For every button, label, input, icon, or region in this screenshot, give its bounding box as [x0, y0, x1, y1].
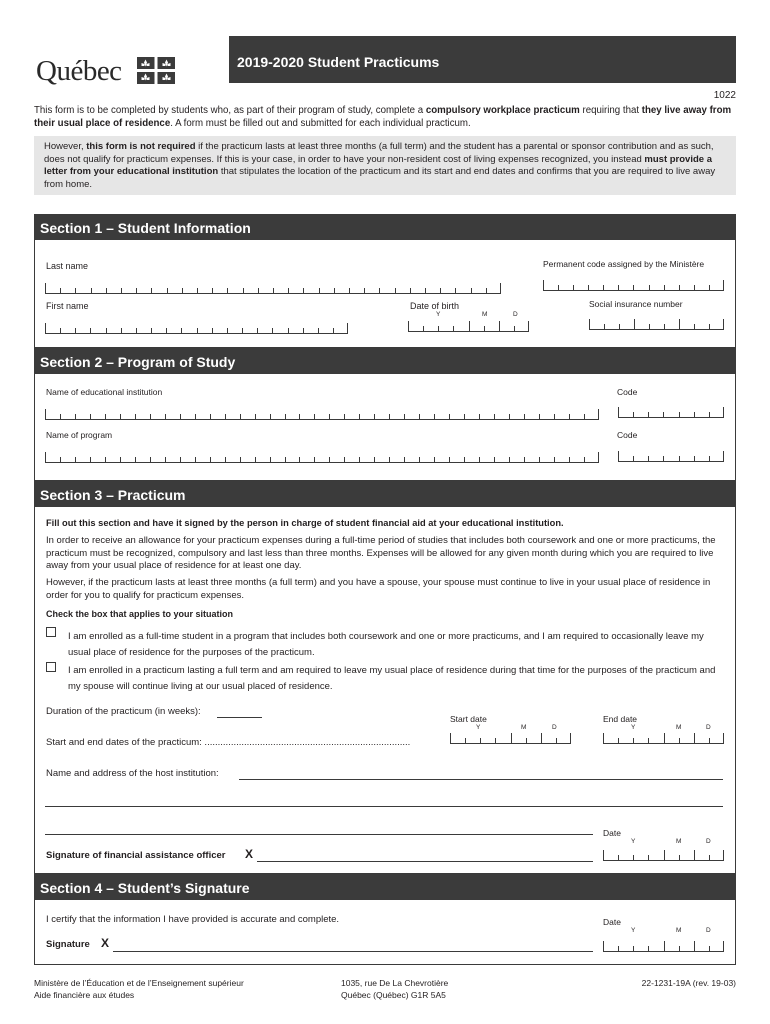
start-date-label: Start date	[450, 714, 487, 724]
student-signature-x: X	[101, 936, 110, 950]
char-cell	[225, 414, 240, 420]
duration-label: Duration of the practicum (in weeks):	[46, 706, 201, 717]
char-cell	[285, 457, 300, 463]
char-cell	[195, 414, 210, 420]
char-cell	[495, 738, 510, 744]
sin-label: Social insurance number	[589, 299, 683, 309]
char-cell	[165, 414, 180, 420]
char-cell	[318, 328, 333, 334]
char-cell	[120, 414, 135, 420]
dob-year-label: Y	[436, 311, 441, 318]
char-cell	[633, 738, 648, 744]
char-cell	[334, 288, 349, 294]
char-cell	[329, 414, 344, 420]
student-signature-field[interactable]	[113, 951, 593, 952]
char-cell	[479, 414, 494, 420]
char-cell	[319, 288, 334, 294]
char-cell	[679, 946, 694, 952]
dob-month-label: M	[482, 311, 488, 318]
program-field[interactable]	[45, 452, 599, 463]
char-cell	[464, 457, 479, 463]
section-3-paragraph-1: In order to receive an allowance for your practicum expenses during a full-time period of studies that includes both coursework and one or more practicums, the practicum must be recognized, compulsory and last less than three months. Expenses will be allowed for any given month during which you are required to live away from your usual place of residence for at least one day.	[46, 535, 716, 571]
char-cell	[484, 326, 499, 332]
char-cell	[469, 321, 484, 332]
char-cell	[243, 288, 258, 294]
char-cell	[633, 855, 648, 861]
char-cell	[618, 738, 633, 744]
char-cell	[329, 457, 344, 463]
char-cell	[255, 457, 270, 463]
program-label: Name of program	[46, 430, 113, 440]
char-cell	[404, 414, 419, 420]
char-cell	[45, 452, 60, 463]
char-cell	[182, 288, 197, 294]
section-3-title: Section 3 – Practicum	[35, 481, 735, 507]
host-institution-label: Name and address of the host institution:	[46, 768, 219, 779]
sin-field[interactable]	[589, 319, 724, 330]
char-cell	[419, 414, 434, 420]
institution-code-field[interactable]	[618, 407, 724, 418]
intro-paragraph: This form is to be completed by students who, as part of their program of study, complete a compulsory workplace practicum requiring that they live away from their usual place of residence. A form must be filled out and submitted for each individual practicum.	[34, 105, 732, 129]
char-cell	[299, 414, 314, 420]
char-cell	[404, 457, 419, 463]
char-cell	[648, 412, 663, 418]
char-cell	[389, 414, 404, 420]
char-cell	[618, 855, 633, 861]
char-cell	[450, 733, 465, 744]
char-cell	[524, 457, 539, 463]
start-day-label: D	[552, 724, 557, 731]
char-cell	[480, 738, 495, 744]
char-cell	[135, 457, 150, 463]
char-cell	[121, 328, 136, 334]
char-cell	[344, 457, 359, 463]
char-cell	[434, 414, 449, 420]
char-cell	[212, 328, 227, 334]
note-box: However, this form is not required if the practicum lasts at least three months (a full term) and the student has a parental or sponsor contribution and as such, does not qualify for practicum expenses. If this is your case, in order to have your non-resident cost of living expenses recognized, you instead must provide a letter from your educational institution that stipulates the location of the practicum and its start and end dates and confirms that you are required to live away from home.	[34, 136, 736, 195]
char-cell	[75, 288, 90, 294]
char-cell	[225, 457, 240, 463]
char-cell	[374, 414, 389, 420]
form-title: 2019-2020 Student Practicums	[229, 36, 736, 83]
char-cell	[649, 324, 664, 330]
char-cell	[45, 323, 60, 334]
char-cell	[588, 285, 603, 291]
char-cell	[694, 324, 709, 330]
char-cell	[419, 457, 434, 463]
char-cell	[180, 414, 195, 420]
end-month-label: M	[676, 724, 682, 731]
char-cell	[227, 288, 242, 294]
char-cell	[679, 412, 694, 418]
char-cell	[556, 738, 571, 744]
permanent-code-field[interactable]	[543, 280, 724, 291]
char-cell	[509, 414, 524, 420]
officer-signature-field[interactable]	[257, 861, 593, 862]
char-cell	[75, 328, 90, 334]
section-4-title: Section 4 – Student’s Signature	[35, 874, 735, 900]
char-cell	[709, 412, 724, 418]
char-cell	[694, 850, 709, 861]
permanent-code-label: Permanent code assigned by the Ministère	[543, 259, 705, 269]
section-3-practicum	[34, 481, 736, 874]
char-cell	[648, 855, 663, 861]
end-date-field[interactable]	[603, 733, 724, 744]
char-cell	[240, 414, 255, 420]
char-cell	[603, 941, 618, 952]
char-cell	[395, 288, 410, 294]
char-cell	[648, 738, 663, 744]
char-cell	[509, 457, 524, 463]
officer-date-label: Date	[603, 828, 621, 838]
char-cell	[499, 321, 514, 332]
char-cell	[210, 414, 225, 420]
char-cell	[479, 457, 494, 463]
footer-form-code: 22-1231-19A (rev. 19-03)	[641, 978, 736, 988]
char-cell	[389, 457, 404, 463]
footer-address-line-1: 1035, rue De La Chevrotière	[341, 978, 449, 988]
char-cell	[303, 288, 318, 294]
form-number: 1022	[713, 90, 736, 101]
char-cell	[694, 285, 709, 291]
start-year-label: Y	[476, 724, 481, 731]
section-2-program-of-study	[34, 348, 736, 481]
last-name-field[interactable]	[45, 283, 501, 294]
char-cell	[709, 456, 724, 462]
char-cell	[359, 414, 374, 420]
quebec-logo-text: Québec	[36, 55, 122, 87]
char-cell	[197, 328, 212, 334]
end-date-label: End date	[603, 714, 638, 724]
char-cell	[558, 285, 573, 291]
char-cell	[648, 456, 663, 462]
char-cell	[573, 285, 588, 291]
char-cell	[242, 328, 257, 334]
char-cell	[539, 457, 554, 463]
char-cell	[210, 457, 225, 463]
char-cell	[440, 288, 455, 294]
student-date-field[interactable]	[603, 941, 724, 952]
char-cell	[106, 288, 121, 294]
char-cell	[90, 414, 105, 420]
char-cell	[344, 414, 359, 420]
char-cell	[618, 451, 633, 462]
section-4-student-signature	[34, 874, 736, 965]
officer-name-line[interactable]	[45, 834, 593, 835]
footer-ministry-line-1: Ministère de l’Éducation et de l’Enseignement supérieur	[34, 978, 244, 988]
char-cell	[120, 457, 135, 463]
char-cell	[709, 324, 724, 330]
option-1-text: I am enrolled as a full-time student in a program that includes both coursework and one or more practicums, and I am required to occasionally leave my usual place of residence for the purposes of the practicum.	[68, 631, 704, 658]
char-cell	[121, 288, 136, 294]
char-cell	[471, 288, 486, 294]
char-cell	[410, 288, 425, 294]
char-cell	[195, 457, 210, 463]
char-cell	[486, 288, 501, 294]
char-cell	[75, 457, 90, 463]
char-cell	[75, 414, 90, 420]
char-cell	[554, 414, 569, 420]
char-cell	[255, 414, 270, 420]
char-cell	[603, 733, 618, 744]
char-cell	[60, 328, 75, 334]
char-cell	[524, 414, 539, 420]
char-cell	[569, 457, 584, 463]
date-of-birth-label: Date of birth	[410, 301, 460, 311]
char-cell	[618, 946, 633, 952]
char-cell	[285, 414, 300, 420]
section-2-title: Section 2 – Program of Study	[35, 348, 735, 374]
char-cell	[511, 733, 526, 744]
char-cell	[619, 324, 634, 330]
char-cell	[664, 285, 679, 291]
char-cell	[709, 946, 724, 952]
option-2-text: I am enrolled in a practicum lasting a full term and am required to leave my usual place of residence during that time for the purposes of the practicum and my spouse will continue living at our usual placed of residence.	[68, 665, 716, 692]
start-month-label: M	[521, 724, 527, 731]
char-cell	[227, 328, 242, 334]
char-cell	[679, 855, 694, 861]
char-cell	[453, 326, 468, 332]
end-day-label: D	[706, 724, 711, 731]
char-cell	[541, 733, 556, 744]
char-cell	[709, 285, 724, 291]
char-cell	[465, 738, 480, 744]
char-cell	[151, 328, 166, 334]
char-cell	[167, 288, 182, 294]
char-cell	[60, 457, 75, 463]
officer-date-field[interactable]	[603, 850, 724, 861]
char-cell	[408, 321, 423, 332]
char-cell	[494, 457, 509, 463]
student-day-label: D	[706, 927, 711, 934]
char-cell	[569, 414, 584, 420]
char-cell	[299, 457, 314, 463]
char-cell	[150, 414, 165, 420]
char-cell	[709, 738, 724, 744]
char-cell	[45, 283, 60, 294]
char-cell	[288, 328, 303, 334]
char-cell	[423, 326, 438, 332]
char-cell	[494, 414, 509, 420]
char-cell	[679, 319, 694, 330]
footer-address	[341, 978, 448, 1001]
char-cell	[314, 457, 329, 463]
char-cell	[634, 319, 649, 330]
char-cell	[679, 738, 694, 744]
char-cell	[288, 288, 303, 294]
char-cell	[333, 328, 348, 334]
char-cell	[679, 456, 694, 462]
char-cell	[106, 328, 121, 334]
char-cell	[181, 328, 196, 334]
char-cell	[514, 326, 529, 332]
char-cell	[455, 288, 470, 294]
section-1-student-information	[34, 214, 736, 348]
char-cell	[379, 288, 394, 294]
option-2-checkbox[interactable]	[46, 662, 56, 672]
char-cell	[633, 285, 648, 291]
officer-month-label: M	[676, 838, 682, 845]
char-cell	[604, 324, 619, 330]
char-cell	[105, 414, 120, 420]
char-cell	[664, 941, 679, 952]
char-cell	[679, 285, 694, 291]
footer-address-line-2: Québec (Québec) G1R 5A5	[341, 989, 446, 1000]
char-cell	[151, 288, 166, 294]
char-cell	[589, 319, 604, 330]
char-cell	[543, 280, 558, 291]
char-cell	[664, 850, 679, 861]
char-cell	[45, 409, 60, 420]
char-cell	[633, 946, 648, 952]
date-of-birth-field[interactable]	[408, 321, 529, 332]
student-month-label: M	[676, 927, 682, 934]
char-cell	[584, 414, 599, 420]
char-cell	[554, 457, 569, 463]
char-cell	[314, 414, 329, 420]
char-cell	[240, 457, 255, 463]
char-cell	[648, 946, 663, 952]
institution-label: Name of educational institution	[46, 387, 163, 397]
char-cell	[180, 457, 195, 463]
char-cell	[364, 288, 379, 294]
char-cell	[649, 285, 664, 291]
first-name-label: First name	[46, 301, 89, 311]
char-cell	[90, 328, 105, 334]
program-code-label: Code	[617, 430, 638, 440]
char-cell	[664, 324, 679, 330]
char-cell	[603, 285, 618, 291]
char-cell	[135, 414, 150, 420]
char-cell	[212, 288, 227, 294]
host-address-field[interactable]	[45, 806, 723, 807]
char-cell	[258, 288, 273, 294]
footer-ministry-line-2: Aide financière aux études	[34, 989, 135, 1000]
student-year-label: Y	[631, 927, 636, 934]
char-cell	[166, 328, 181, 334]
char-cell	[464, 414, 479, 420]
option-1-checkbox[interactable]	[46, 627, 56, 637]
char-cell	[257, 328, 272, 334]
section-1-title: Section 1 – Student Information	[35, 214, 735, 240]
char-cell	[349, 288, 364, 294]
dob-day-label: D	[513, 311, 518, 318]
student-signature-label: Signature	[46, 939, 90, 950]
char-cell	[136, 288, 151, 294]
char-cell	[618, 407, 633, 418]
char-cell	[359, 457, 374, 463]
officer-signature-x: X	[245, 847, 254, 861]
officer-year-label: Y	[631, 838, 636, 845]
char-cell	[273, 288, 288, 294]
char-cell	[526, 738, 541, 744]
start-date-field[interactable]	[450, 733, 571, 744]
char-cell	[60, 414, 75, 420]
char-cell	[663, 456, 678, 462]
char-cell	[434, 457, 449, 463]
char-cell	[150, 457, 165, 463]
section-3-paragraph-2: However, if the practicum lasts at least three months (a full term) and you have a spouse, your spouse must continue to live in your usual place of residence in order for you to qualify for practicum expenses.	[46, 577, 711, 601]
char-cell	[663, 412, 678, 418]
char-cell	[694, 456, 709, 462]
char-cell	[449, 457, 464, 463]
char-cell	[709, 855, 724, 861]
end-year-label: Y	[631, 724, 636, 731]
student-date-label: Date	[603, 917, 621, 927]
officer-signature-label: Signature of financial assistance officer	[46, 850, 226, 861]
host-institution-field[interactable]	[239, 779, 723, 780]
char-cell	[425, 288, 440, 294]
char-cell	[618, 285, 633, 291]
char-cell	[90, 457, 105, 463]
duration-field[interactable]	[217, 717, 262, 718]
char-cell	[197, 288, 212, 294]
char-cell	[270, 457, 285, 463]
char-cell	[165, 457, 180, 463]
program-code-field[interactable]	[618, 451, 724, 462]
char-cell	[105, 457, 120, 463]
char-cell	[438, 326, 453, 332]
char-cell	[633, 412, 648, 418]
practicum-dates-label: Start and end dates of the practicum: ..............................................................................	[46, 737, 411, 748]
char-cell	[374, 457, 389, 463]
institution-code-label: Code	[617, 387, 638, 397]
first-name-field[interactable]	[45, 323, 348, 334]
char-cell	[91, 288, 106, 294]
char-cell	[694, 412, 709, 418]
char-cell	[584, 457, 599, 463]
char-cell	[303, 328, 318, 334]
officer-day-label: D	[706, 838, 711, 845]
char-cell	[272, 328, 287, 334]
certify-text: I certify that the information I have provided is accurate and complete.	[46, 914, 340, 925]
check-heading: Check the box that applies to your situation	[46, 609, 234, 619]
char-cell	[633, 456, 648, 462]
char-cell	[694, 941, 709, 952]
fleur-de-lis-flag-icon	[137, 57, 175, 84]
char-cell	[539, 414, 554, 420]
footer-ministry	[34, 978, 244, 1001]
char-cell	[60, 288, 75, 294]
char-cell	[449, 414, 464, 420]
char-cell	[603, 850, 618, 861]
char-cell	[664, 733, 679, 744]
char-cell	[270, 414, 285, 420]
char-cell	[694, 733, 709, 744]
section-3-instruction: Fill out this section and have it signed by the person in charge of student financial aid at your educational institution.	[46, 518, 564, 528]
institution-field[interactable]	[45, 409, 599, 420]
char-cell	[136, 328, 151, 334]
last-name-label: Last name	[46, 261, 89, 271]
